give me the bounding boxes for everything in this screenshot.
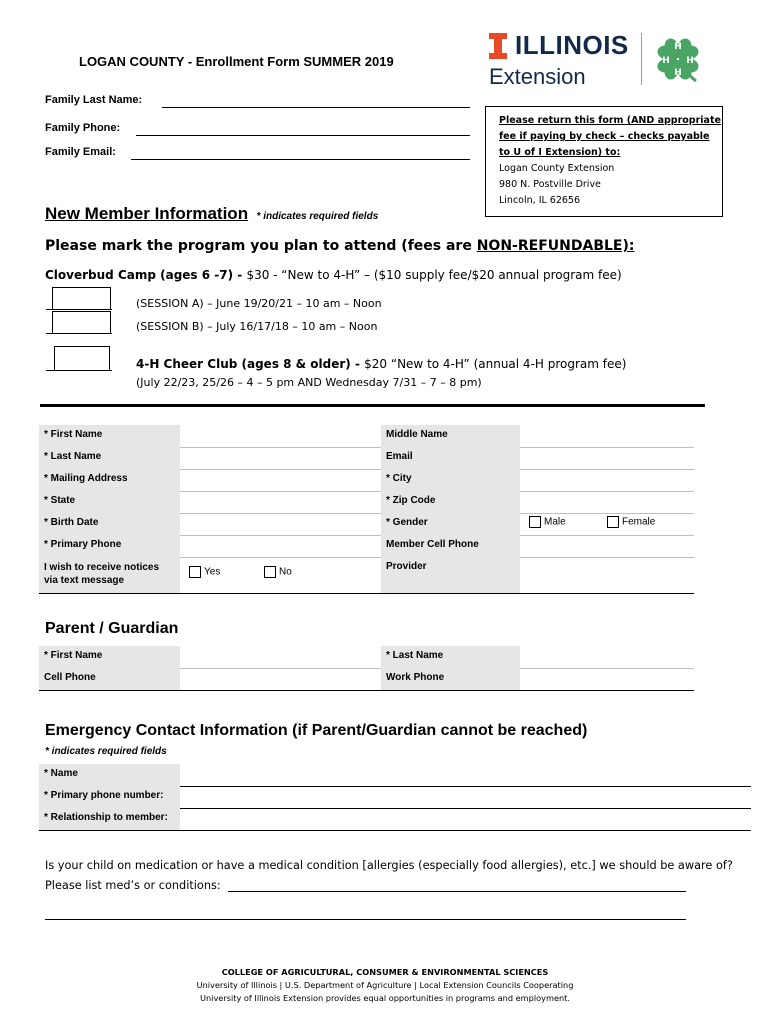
- provider-label: Provider: [381, 557, 520, 593]
- female-checkbox[interactable]: [607, 516, 619, 528]
- emergency-relationship-input[interactable]: [181, 808, 751, 830]
- cloverbud-fee: $30 - “New to 4-H” – ($10 supply fee/$20 annual program fee): [246, 268, 622, 282]
- clover-letter: H: [686, 56, 694, 66]
- cheer-club-checkbox[interactable]: [54, 346, 110, 371]
- family-last-name-label: Family Last Name:: [45, 94, 143, 106]
- parent-guardian-heading: Parent / Guardian: [45, 620, 179, 637]
- gender-label: * Gender: [381, 513, 520, 535]
- parent-work-phone-label: Work Phone: [381, 668, 520, 690]
- four-h-clover-icon: [652, 33, 704, 85]
- address-line: 980 N. Postville Drive: [499, 179, 601, 190]
- footer: [0, 966, 770, 1005]
- session-b-underline: [46, 333, 112, 334]
- email-input[interactable]: [520, 447, 694, 469]
- new-member-heading: New Member Information: [45, 204, 249, 223]
- email-label: Email: [381, 447, 520, 469]
- session-b-checkbox[interactable]: [52, 311, 111, 334]
- provider-input[interactable]: [520, 557, 694, 593]
- clover-letter: H: [674, 42, 682, 52]
- state-input[interactable]: [181, 491, 381, 513]
- male-checkbox[interactable]: [529, 516, 541, 528]
- cheer-club-title: 4-H Cheer Club (ages 8 & older) -: [136, 357, 365, 371]
- emergency-phone-label: * Primary phone number:: [39, 786, 180, 808]
- primary-phone-input[interactable]: [181, 535, 381, 557]
- new-member-heading-row: [45, 204, 378, 224]
- family-last-name-field[interactable]: [162, 107, 470, 108]
- parent-cell-phone-input[interactable]: [181, 668, 381, 690]
- emergency-name-input[interactable]: [181, 764, 751, 786]
- medical-conditions-field-2[interactable]: [45, 919, 686, 920]
- cheer-club-fee: $20 “New to 4-H” (annual 4-H program fee): [364, 357, 627, 371]
- return-instruction-line: Please return this form (AND appropriate: [499, 115, 721, 126]
- city-label: * City: [381, 469, 520, 491]
- address-line: Lincoln, IL 62656: [499, 195, 581, 206]
- member-cell-phone-input[interactable]: [520, 535, 694, 557]
- clover-letter: H: [662, 56, 670, 66]
- yes-checkbox[interactable]: [189, 566, 201, 578]
- session-b-label: (SESSION B) – July 16/17/18 – 10 am – Noon: [136, 320, 378, 333]
- section-divider: [40, 404, 705, 407]
- text-notice-line: I wish to receive notices: [44, 562, 160, 573]
- female-label: Female: [622, 516, 656, 528]
- zip-code-label: * Zip Code: [381, 491, 520, 513]
- no-checkbox[interactable]: [264, 566, 276, 578]
- first-name-input[interactable]: [181, 425, 381, 447]
- family-email-field[interactable]: [131, 159, 470, 160]
- cheer-club-underline: [46, 370, 112, 371]
- cheer-club-line: [136, 357, 626, 371]
- block-i-icon: [489, 33, 507, 59]
- male-label: Male: [544, 516, 566, 528]
- gender-male-option[interactable]: [529, 516, 566, 528]
- primary-phone-label: * Primary Phone: [39, 535, 180, 557]
- emergency-heading: Emergency Contact Information (if Parent/Guardian cannot be reached): [45, 722, 588, 739]
- program-heading-text: Please mark the program you plan to attend (fees are: [45, 238, 477, 254]
- return-instruction-line: to U of I Extension) to:: [499, 147, 621, 158]
- state-label: * State: [39, 491, 180, 513]
- medical-question: Is your child on medication or have a medical condition [allergies (especially food allergies), etc.] we should be aware of?: [45, 859, 733, 872]
- no-label: No: [279, 566, 292, 578]
- first-name-label: * First Name: [39, 425, 180, 447]
- emergency-name-label: * Name: [39, 764, 180, 786]
- middle-name-label: Middle Name: [381, 425, 520, 447]
- emergency-required-note: * indicates required fields: [45, 746, 167, 757]
- zip-code-input[interactable]: [520, 491, 694, 513]
- cloverbud-line: [45, 268, 622, 282]
- return-address-box: [485, 106, 723, 217]
- logo-divider: [641, 33, 642, 85]
- last-name-label: * Last Name: [39, 447, 180, 469]
- text-no-option[interactable]: [264, 566, 292, 578]
- cheer-club-dates: (July 22/23, 25/26 – 4 – 5 pm AND Wednesday 7/31 – 7 – 8 pm): [136, 376, 482, 389]
- family-phone-field[interactable]: [136, 135, 470, 136]
- parent-last-name-label: * Last Name: [381, 646, 520, 668]
- address-line: Logan County Extension: [499, 163, 615, 174]
- session-a-underline: [46, 309, 112, 310]
- mailing-address-label: * Mailing Address: [39, 469, 180, 491]
- emergency-relationship-label: * Relationship to member:: [39, 808, 180, 830]
- form-title: LOGAN COUNTY - Enrollment Form SUMMER 2019: [79, 54, 394, 69]
- yes-label: Yes: [204, 566, 221, 578]
- mailing-address-input[interactable]: [181, 469, 381, 491]
- emergency-phone-input[interactable]: [181, 786, 751, 808]
- session-a-label: (SESSION A) – June 19/20/21 – 10 am – Noon: [136, 297, 382, 310]
- member-cell-phone-label: Member Cell Phone: [381, 535, 520, 557]
- footer-partners: University of Illinois | U.S. Department of Agriculture | Local Extension Councils Cooperating: [196, 980, 574, 990]
- illinois-extension-logo: [489, 30, 719, 90]
- family-email-label: Family Email:: [45, 146, 116, 158]
- parent-last-name-input[interactable]: [520, 646, 694, 668]
- text-yes-option[interactable]: [189, 566, 220, 578]
- text-notice-label: [39, 557, 180, 593]
- footer-equal-opportunity: University of Illinois Extension provides equal opportunities in programs and employment.: [200, 993, 570, 1003]
- parent-first-name-label: * First Name: [39, 646, 180, 668]
- last-name-input[interactable]: [181, 447, 381, 469]
- cloverbud-title: Cloverbud Camp (ages 6 -7) -: [45, 268, 247, 282]
- clover-letter: H: [674, 68, 682, 78]
- city-input[interactable]: [520, 469, 694, 491]
- logo-subtitle: Extension: [489, 64, 586, 89]
- birth-date-input[interactable]: [181, 513, 381, 535]
- gender-female-option[interactable]: [607, 516, 655, 528]
- non-refundable-text: NON-REFUNDABLE):: [476, 238, 635, 254]
- medical-list-label: Please list med’s or conditions:: [45, 879, 221, 892]
- parent-first-name-input[interactable]: [181, 646, 381, 668]
- family-phone-label: Family Phone:: [45, 122, 121, 134]
- birth-date-label: * Birth Date: [39, 513, 180, 535]
- parent-work-phone-input[interactable]: [520, 668, 694, 690]
- logo-wordmark: ILLINOIS: [515, 30, 629, 60]
- text-notice-line: via text message: [44, 575, 125, 586]
- footer-college: COLLEGE OF AGRICULTURAL, CONSUMER & ENVIRONMENTAL SCIENCES: [221, 967, 549, 977]
- middle-name-input[interactable]: [520, 425, 694, 447]
- required-note: * indicates required fields: [256, 211, 379, 222]
- session-a-checkbox[interactable]: [52, 287, 111, 310]
- medical-conditions-field[interactable]: [228, 891, 686, 892]
- parent-cell-phone-label: Cell Phone: [39, 668, 180, 690]
- return-instruction-line: fee if paying by check – checks payable: [499, 131, 710, 142]
- program-heading: [45, 238, 634, 254]
